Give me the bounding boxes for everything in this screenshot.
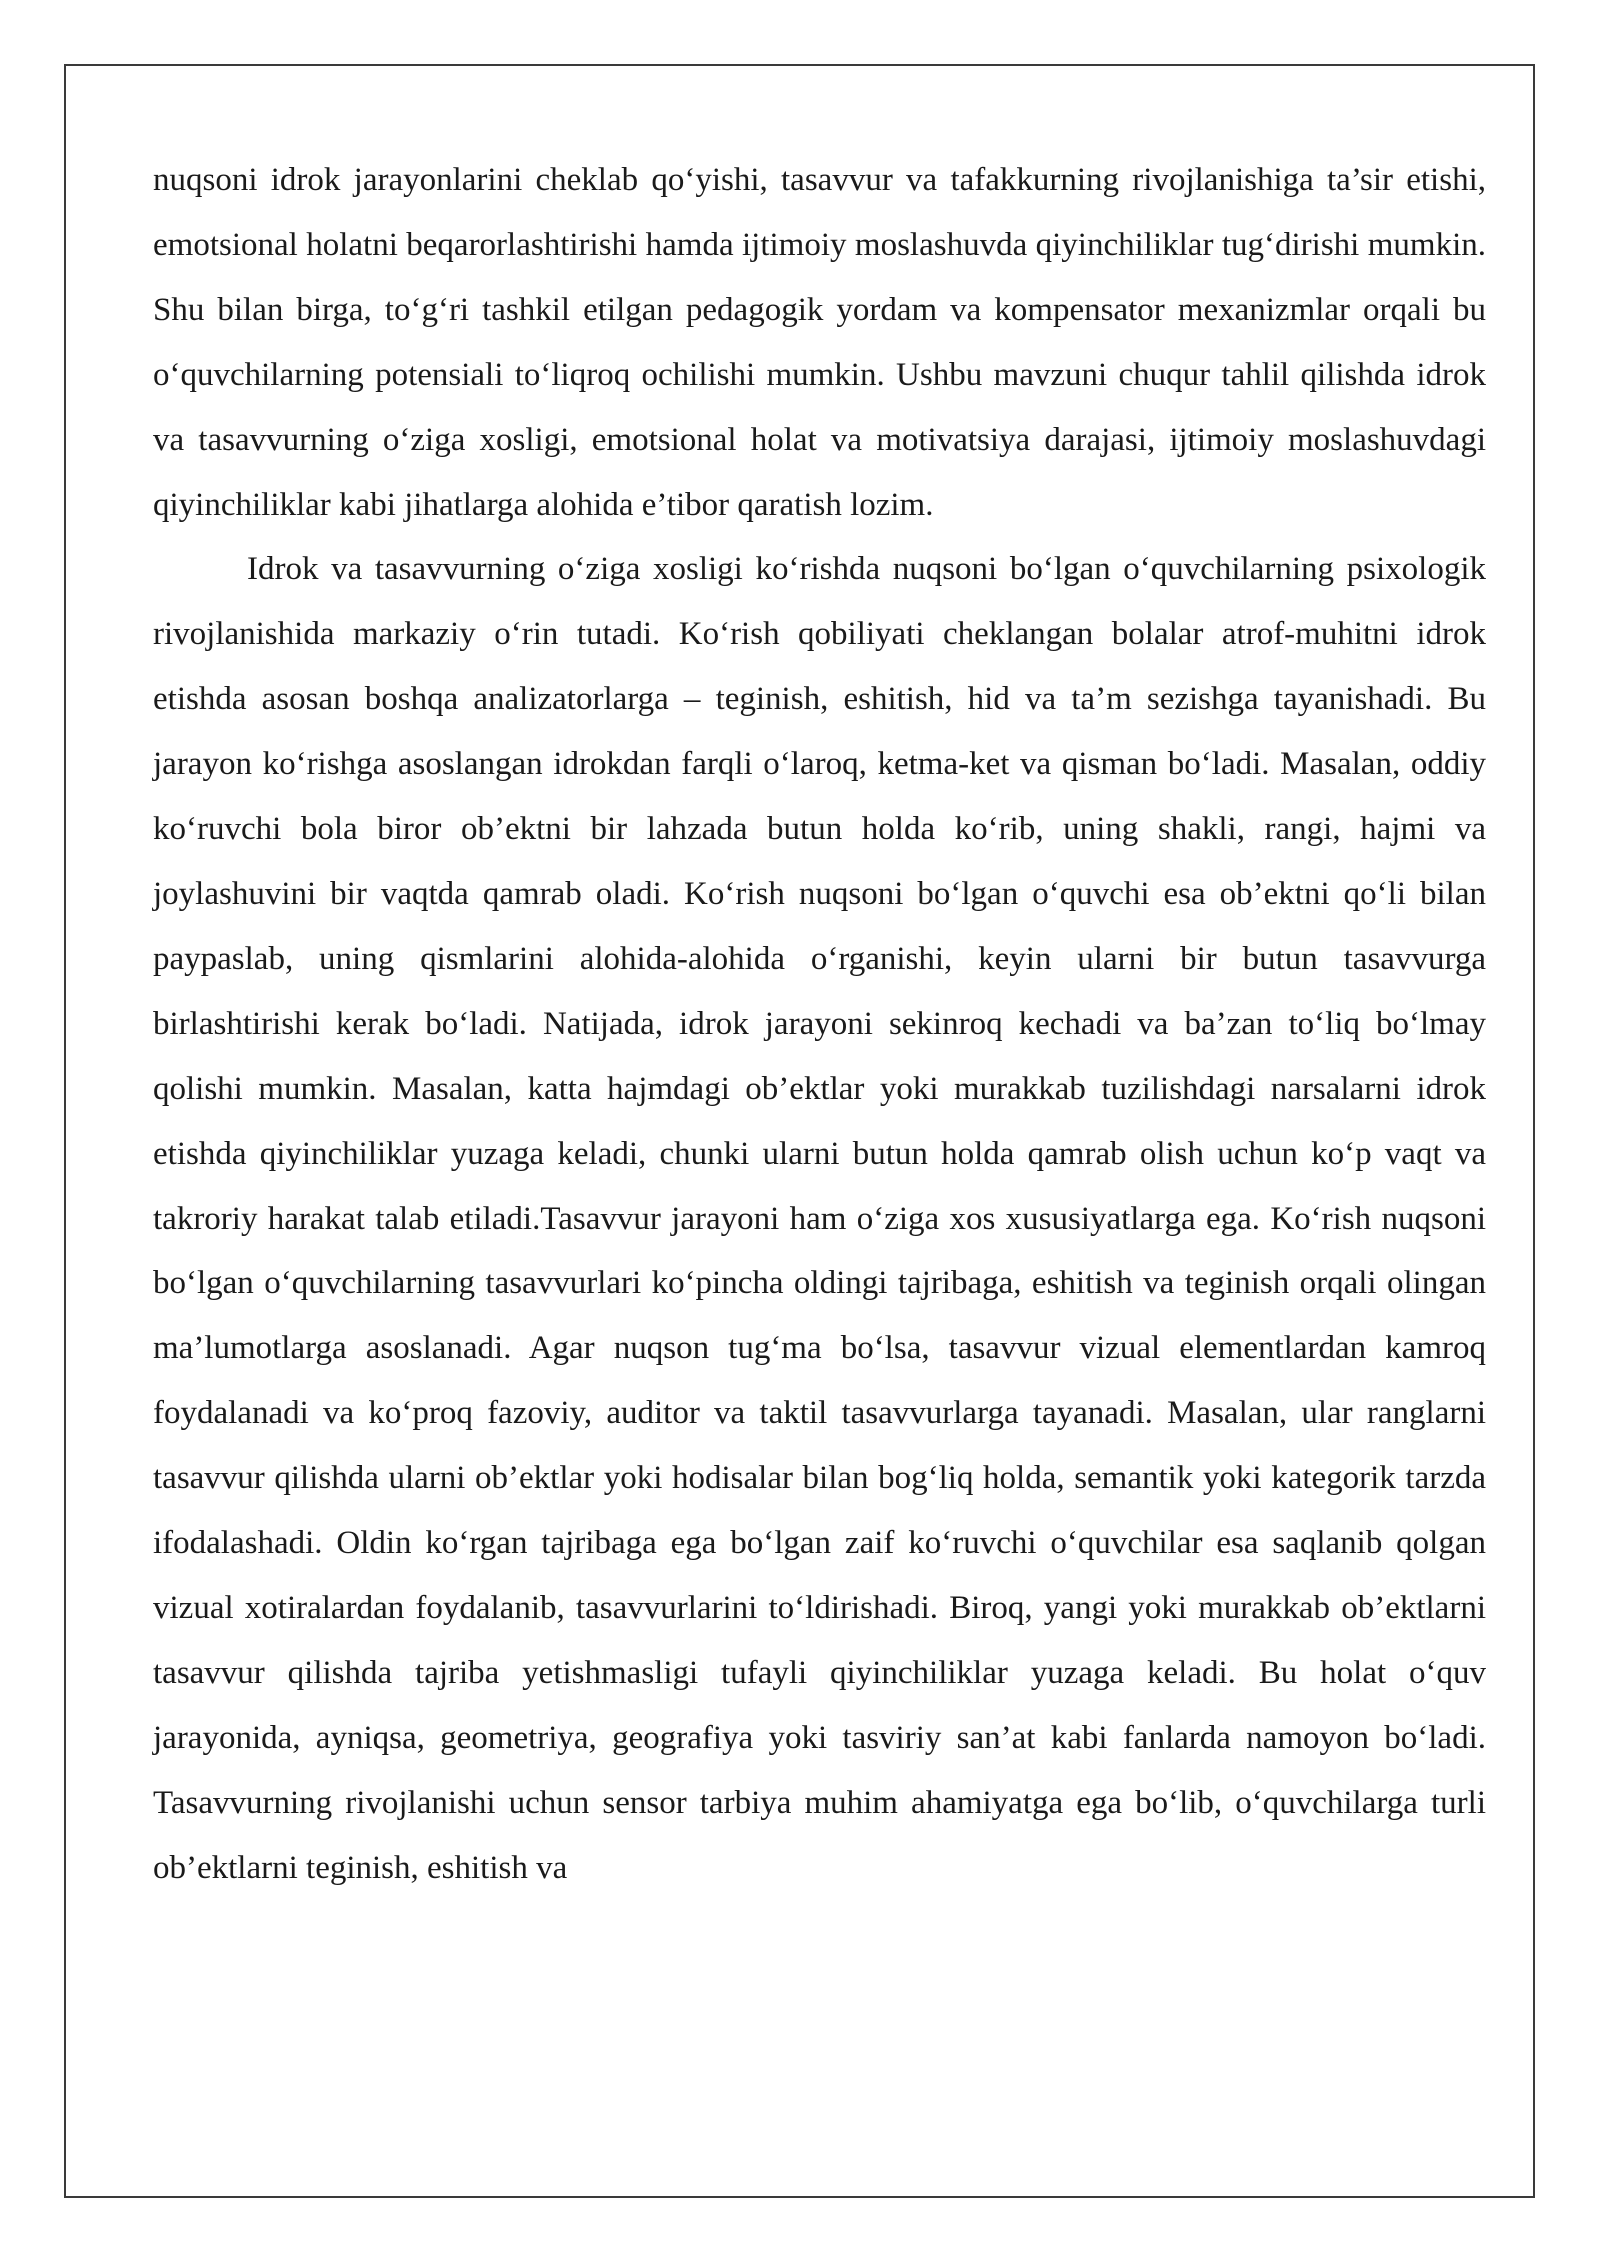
paragraph-1: nuqsoni idrok jarayonlarini cheklab qo‘yishi, tasavvur va tafakkurning rivojlanishiga ta’sir etishi, emotsional holatni beqarorlashtirishi hamda ijtimoiy moslashuvda qiyinchiliklar tug‘dirishi mumkin. Shu bilan birga, to‘g‘ri tashkil etilgan pedagogik yordam va kompensator mexanizmlar orqali bu o‘quvchilarning potensiali to‘liqroq ochilishi mumkin. Ushbu mavzuni chuqur tahlil qilishda idrok va tasavvurning o‘ziga xosligi, emotsional holat va motivatsiya darajasi, ijtimoiy moslashuvdagi qiyinchiliklar kabi jihatlarga alohida e’tibor qaratish lozim. bbox=[153, 162, 1486, 523]
paragraph-2: Idrok va tasavvurning o‘ziga xosligi ko‘rishda nuqsoni bo‘lgan o‘quvchilarning psixologik rivojlanishida markaziy o‘rin tutadi. Ko‘rish qobiliyati cheklangan bolalar atrof-muhitni idrok etishda asosan boshqa analizatorlarga – teginish, eshitish, hid va ta’m sezishga tayanishadi. Bu jarayon ko‘rishga asoslangan idrokdan farqli o‘laroq, ketma-ket va qisman bo‘ladi. Masalan, oddiy ko‘ruvchi bola biror ob’ektni bir lahzada butun holda ko‘rib, uning shakli, rangi, hajmi va joylashuvini bir vaqtda qamrab oladi. Ko‘rish nuqsoni bo‘lgan o‘quvchi esa ob’ektni qo‘li bilan paypaslab, uning qismlarini alohida-alohida o‘rganishi, keyin ularni bir butun tasavvurga birlashtirishi kerak bo‘ladi. Natijada, idrok jarayoni sekinroq kechadi va ba’zan to‘liq bo‘lmay qolishi mumkin. Masalan, katta hajmdagi ob’ektlar yoki murakkab tuzilishdagi narsalarni idrok etishda qiyinchiliklar yuzaga keladi, chunki ularni butun holda qamrab olish uchun ko‘p vaqt va takroriy harakat talab etiladi.Tasavvur jarayoni ham o‘ziga xos xususiyatlarga ega. Ko‘rish nuqsoni bo‘lgan o‘quvchilarning tasavvurlari ko‘pincha oldingi tajribaga, eshitish va teginish orqali olingan ma’lumotlarga asoslanadi. Agar nuqson tug‘ma bo‘lsa, tasavvur vizual elementlardan kamroq foydalanadi va ko‘proq fazoviy, auditor va taktil tasavvurlarga tayanadi. Masalan, ular ranglarni tasavvur qilishda ularni ob’ektlar yoki hodisalar bilan bog‘liq holda, semantik yoki kategorik tarzda ifodalashadi. Oldin ko‘rgan tajribaga ega bo‘lgan zaif ko‘ruvchi o‘quvchilar esa saqlanib qolgan vizual xotiralardan foydalanib, tasavvurlarini to‘ldirishadi. Biroq, yangi yoki murakkab ob’ektlarni tasavvur qilishda tajriba yetishmasligi tufayli qiyinchiliklar yuzaga keladi. Bu holat o‘quv jarayonida, ayniqsa, geometriya, geografiya yoki tasviriy san’at kabi fanlarda namoyon bo‘ladi. Tasavvurning rivojlanishi uchun sensor tarbiya muhim ahamiyatga ega bo‘lib, o‘quvchilarga turli ob’ektlarni teginish, eshitish va bbox=[153, 551, 1486, 1886]
document-body bbox=[153, 148, 1486, 1900]
